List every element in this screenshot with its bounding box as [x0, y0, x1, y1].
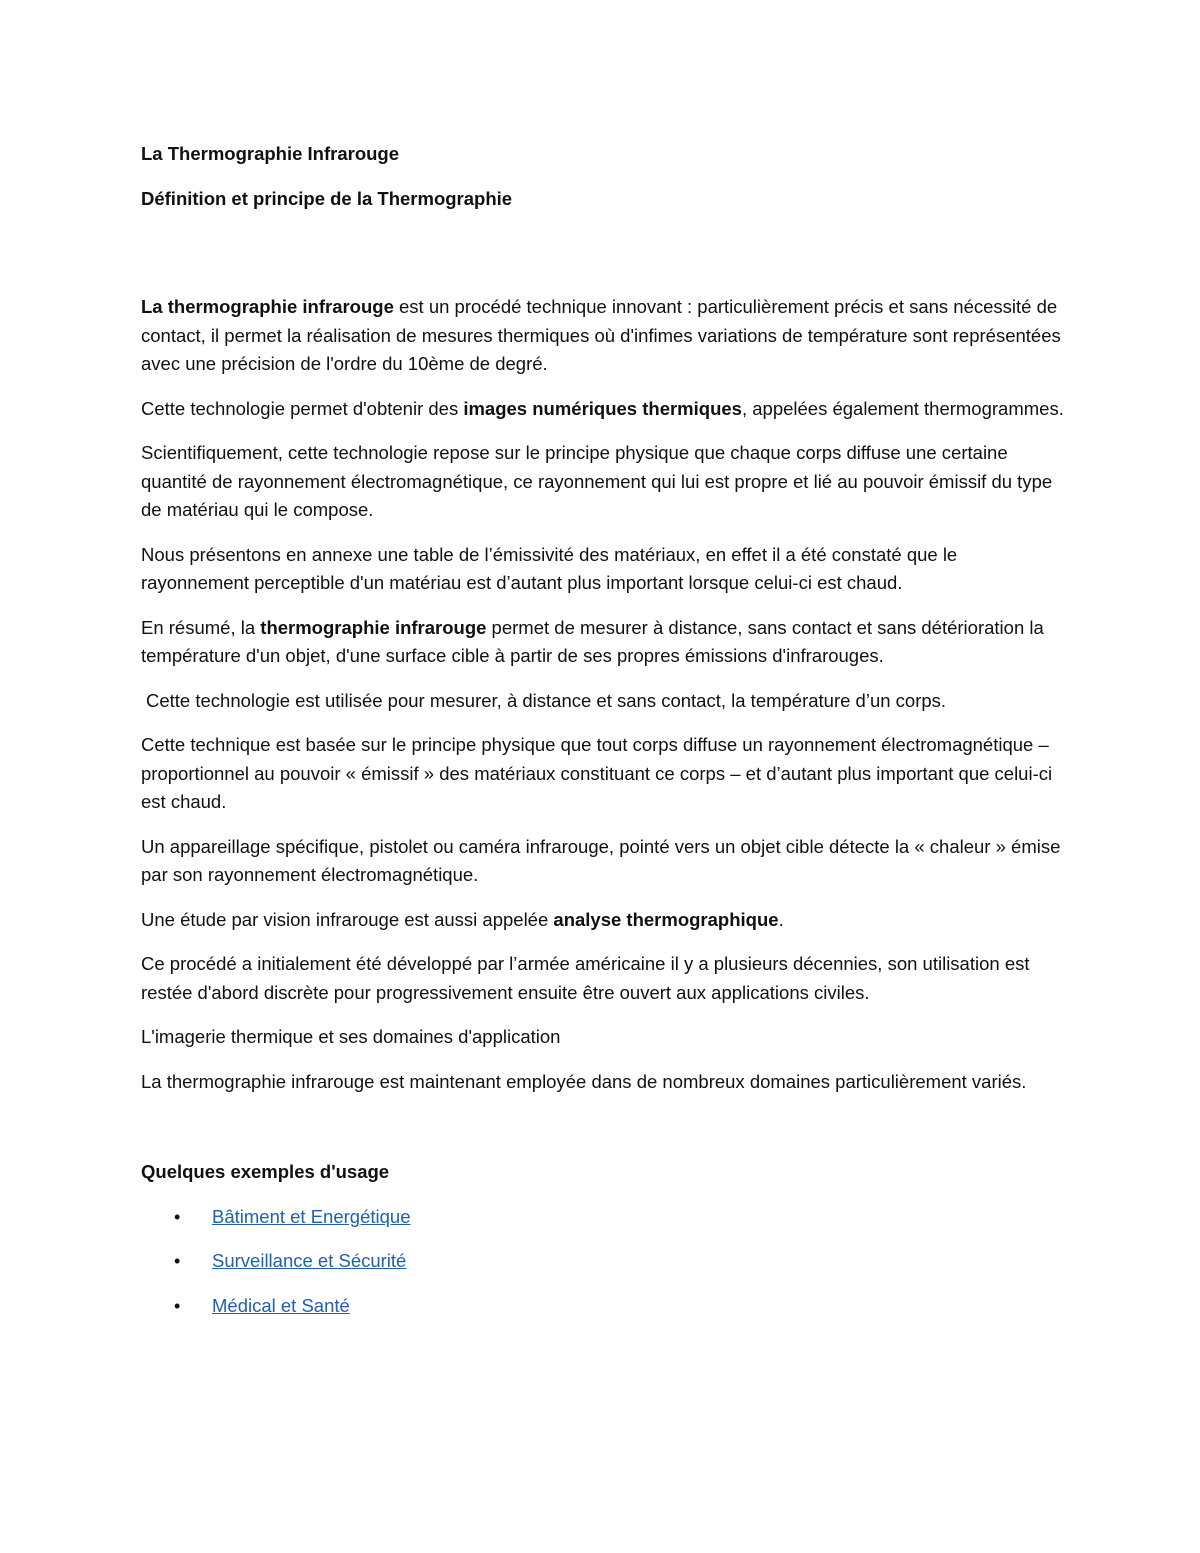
bullet-icon: • — [174, 1295, 181, 1316]
paragraph-emissivity: Nous présentons en annexe une table de l’émissivité des matériaux, en effet il a été constaté que le rayonnement perceptible d'un matériau est d’autant plus important lorsque celui-ci est chaud. — [141, 543, 958, 593]
paragraph-analysis — [141, 906, 1066, 935]
bold-term: analyse thermographique — [553, 908, 779, 930]
paragraph-text: permet de mesurer à distance, sans contact et sans détérioration la température d'un objet, d'une surface cible à partir de ses propres émissions d'infrarouges. — [141, 616, 1044, 666]
document-page — [141, 140, 1066, 1336]
link-batiment-energetique[interactable]: Bâtiment et Energétique — [212, 1205, 411, 1227]
paragraph-principle: Cette technique est basée sur le principe physique que tout corps diffuse un rayonnement électromagnétique – proportionnel au pouvoir « émissif » des matériaux constituant ce corps – et d’autant plus important que celui-ci est chaud. — [141, 734, 1053, 812]
blank-space — [141, 1112, 1066, 1158]
paragraph-history: Ce procédé a initialement été développé par l’armée américaine il y a plusieurs décennies, son utilisation est restée d'abord discrète pour progressivement ensuite être ouvert aux applications civiles. — [141, 953, 1030, 1003]
paragraph-usage: Cette technologie est utilisée pour mesurer, à distance et sans contact, la température d’un corps. — [146, 689, 947, 711]
paragraph-text: . — [778, 908, 784, 930]
examples-list — [141, 1203, 1066, 1321]
paragraph-intro — [141, 293, 1066, 379]
bold-term: La thermographie infrarouge — [141, 296, 394, 317]
bullet-icon: • — [174, 1251, 181, 1271]
link-medical-sante[interactable]: Médical et Santé — [212, 1294, 350, 1316]
paragraph-domains: La thermographie infrarouge est maintenant employée dans de nombreux domaines particulièrement variés. — [141, 1070, 1027, 1092]
bullet-icon: • — [174, 1206, 181, 1227]
paragraph-text: , appelées également thermogrammes. — [741, 397, 1064, 419]
paragraph-scientific: Scientifiquement, cette technologie repose sur le principe physique que chaque corps diffuse une certaine quantité de rayonnement électromagnétique, ce rayonnement qui lui est propre et lié au pouvoir émissif du type de matériau qui le compose. — [141, 442, 1053, 520]
examples-heading: Quelques exemples d'usage — [141, 1161, 390, 1182]
document-subtitle: Définition et principe de la Thermographie — [141, 187, 513, 209]
list-item — [141, 1247, 1066, 1276]
paragraph-text: Cette technologie permet d'obtenir des — [141, 397, 464, 419]
paragraph-thermograms — [141, 395, 1066, 424]
list-item — [141, 1203, 1066, 1232]
paragraph-summary — [141, 614, 1066, 671]
bold-term: images numériques thermiques — [463, 397, 742, 419]
paragraph-text: est un procédé technique innovant : particulièrement précis et sans nécessité de contact, il permet la réalisation de mesures thermiques où d'infimes variations de température sont représentées avec une précision de l'ordre du 10ème de degré. — [141, 296, 1061, 374]
paragraph-text: Une étude par vision infrarouge est aussi appelée — [141, 908, 554, 930]
blank-space — [141, 229, 1066, 293]
link-surveillance-securite[interactable]: Surveillance et Sécurité — [212, 1250, 407, 1271]
bold-term: thermographie infrarouge — [260, 616, 487, 638]
paragraph-imaging-title: L'imagerie thermique et ses domaines d'application — [141, 1026, 561, 1047]
paragraph-device: Un appareillage spécifique, pistolet ou caméra infrarouge, pointé vers un objet cible détecte la « chaleur » émise par son rayonnement électromagnétique. — [141, 835, 1061, 885]
list-item — [141, 1292, 1066, 1321]
document-title: La Thermographie Infrarouge — [141, 143, 400, 164]
paragraph-text: En résumé, la — [141, 616, 261, 638]
